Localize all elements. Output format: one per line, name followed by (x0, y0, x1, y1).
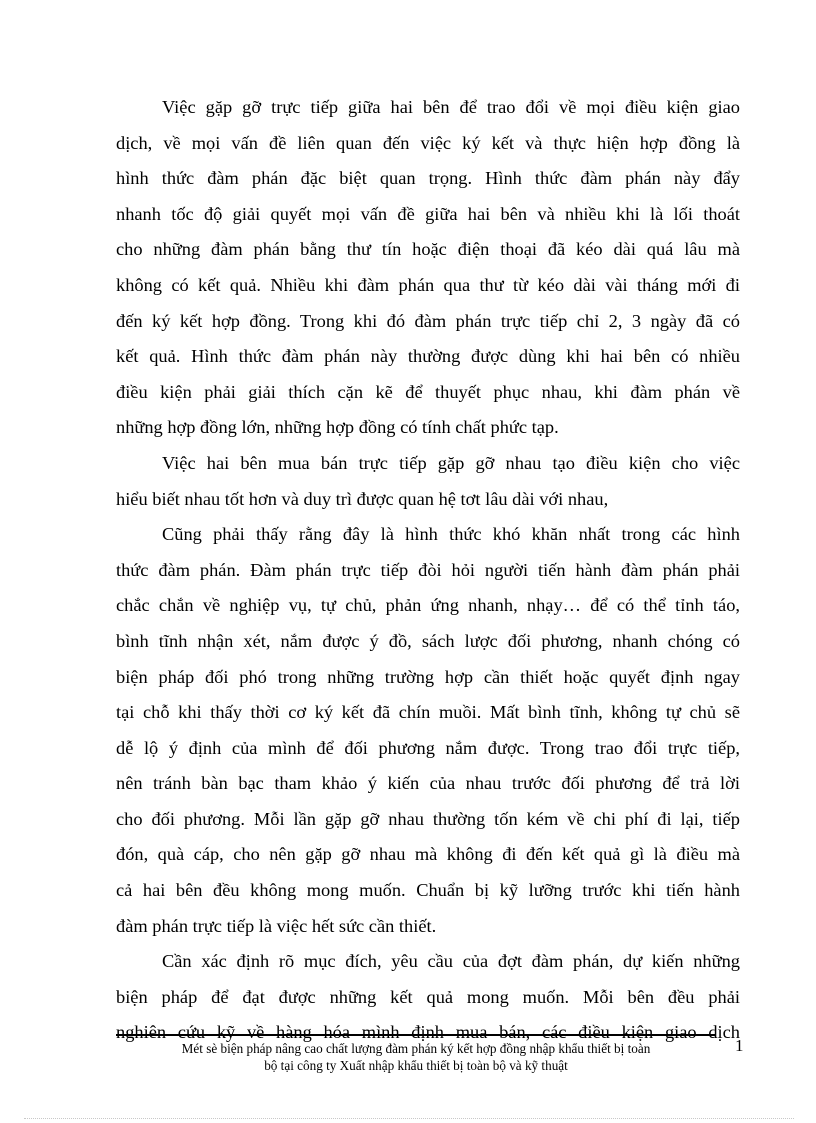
paragraph-line: biện pháp để đạt được những kết quả mong muốn. Mỗi bên đều phải (116, 986, 740, 1007)
paragraph-line: Cần xác định rõ mục đích, yêu cầu của đợt đàm phán, dự kiến những (162, 951, 740, 972)
paragraph-line: biện pháp đối phó trong những trường hợp cần thiết hoặc quyết định ngay (116, 666, 740, 687)
paragraph-line: hiểu biết nhau tốt hơn và duy trì được quan hệ tơt lâu dài với nhau, (116, 488, 609, 509)
paragraph-line: hình thức đàm phán đặc biệt quan trọng. Hình thức đàm phán này đẩy (116, 168, 740, 189)
page-number: 1 (735, 1036, 744, 1055)
paragraph-line: dễ lộ ý định của mình để đối phương nắm được. Trong trao đổi trực tiếp, (116, 737, 740, 758)
paragraph-line: kết quả. Hình thức đàm phán này thường được dùng khi hai bên có nhiều (116, 346, 740, 367)
body-text (116, 90, 740, 1051)
paragraph-line: nhanh tốc độ giải quyết mọi vấn đề giữa hai bên và nhiều khi là lối thoát (116, 203, 740, 224)
paragraph-line: tại chỗ khi thấy thời cơ ký kết đã chín muồi. Mất bình tĩnh, không tự chủ sẽ (116, 702, 740, 723)
paragraph-line: Việc gặp gỡ trực tiếp giữa hai bên để trao đổi về mọi điều kiện giao (162, 97, 740, 117)
paragraph-line: không có kết quả. Nhiều khi đàm phán qua thư từ kéo dài vài tháng mới đi (116, 274, 740, 295)
paragraph-3 (116, 517, 740, 944)
paragraph-line: thức đàm phán. Đàm phán trực tiếp đòi hỏi người tiến hành đàm phán phải (116, 559, 740, 580)
paragraph-line: Việc hai bên mua bán trực tiếp gặp gỡ nhau tạo điều kiện cho việc (162, 452, 740, 473)
paragraph-2 (116, 446, 740, 517)
paragraph-line: những hợp đồng lớn, những hợp đồng có tính chất phức tạp. (116, 417, 559, 438)
paragraph-line: cho những đàm phán bằng thư tín hoặc điện thoại đã kéo dài quá lâu mà (116, 239, 740, 260)
paragraph-line: điều kiện phải giải thích cặn kẽ để thuyết phục nhau, khi đàm phán về (116, 381, 740, 402)
paragraph-line: dịch, về mọi vấn đề liên quan đến việc ký kết và thực hiện hợp đồng là (116, 132, 740, 153)
footer-line-1: Mét sè biện pháp nâng cao chất lượng đàm phán ký kết hợp đồng nhập khẩu thiết bị toàn (181, 1041, 651, 1056)
paragraph-line: nghiên cứu kỹ về hàng hóa mình định mua bán, các điều kiện giao dịch (116, 1022, 740, 1043)
footer-line-2: bộ tại công ty Xuất nhập khẩu thiết bị toàn bộ và kỹ thuật (264, 1058, 568, 1073)
paragraph-line: đàm phán trực tiếp là việc hết sức cần thiết. (116, 915, 437, 936)
paragraph-line: nên tránh bàn bạc tham khảo ý kiến của nhau trước đối phương để trả lời (116, 773, 740, 794)
paragraph-line: đến ký kết hợp đồng. Trong khi đó đàm phán trực tiếp chỉ 2, 3 ngày đã có (116, 310, 740, 331)
paragraph-line: chắc chắn về nghiệp vụ, tự chủ, phản ứng nhanh, nhạy… để có thể tỉnh táo, (116, 595, 740, 616)
paragraph-line: cho đối phương. Mỗi lần gặp gỡ nhau thường tốn kém về chi phí đi lại, tiếp (116, 808, 740, 829)
paragraph-line: đón, quà cáp, cho nên gặp gỡ nhau mà không đi đến kết quả gì là điều mà (116, 844, 740, 865)
paragraph-line: bình tĩnh nhận xét, nắm được ý đồ, sách lược đối phương, nhanh chóng có (116, 630, 740, 651)
page-footer (116, 1040, 716, 1074)
paragraph-line: Cũng phải thấy rằng đây là hình thức khó khăn nhất trong các hình (162, 524, 740, 545)
paragraph-1 (116, 90, 740, 446)
page-bottom-edge (24, 1118, 794, 1119)
paragraph-line: cả hai bên đều không mong muốn. Chuẩn bị kỹ lưỡng trước khi tiến hành (116, 880, 740, 901)
footer-divider (116, 1034, 716, 1036)
